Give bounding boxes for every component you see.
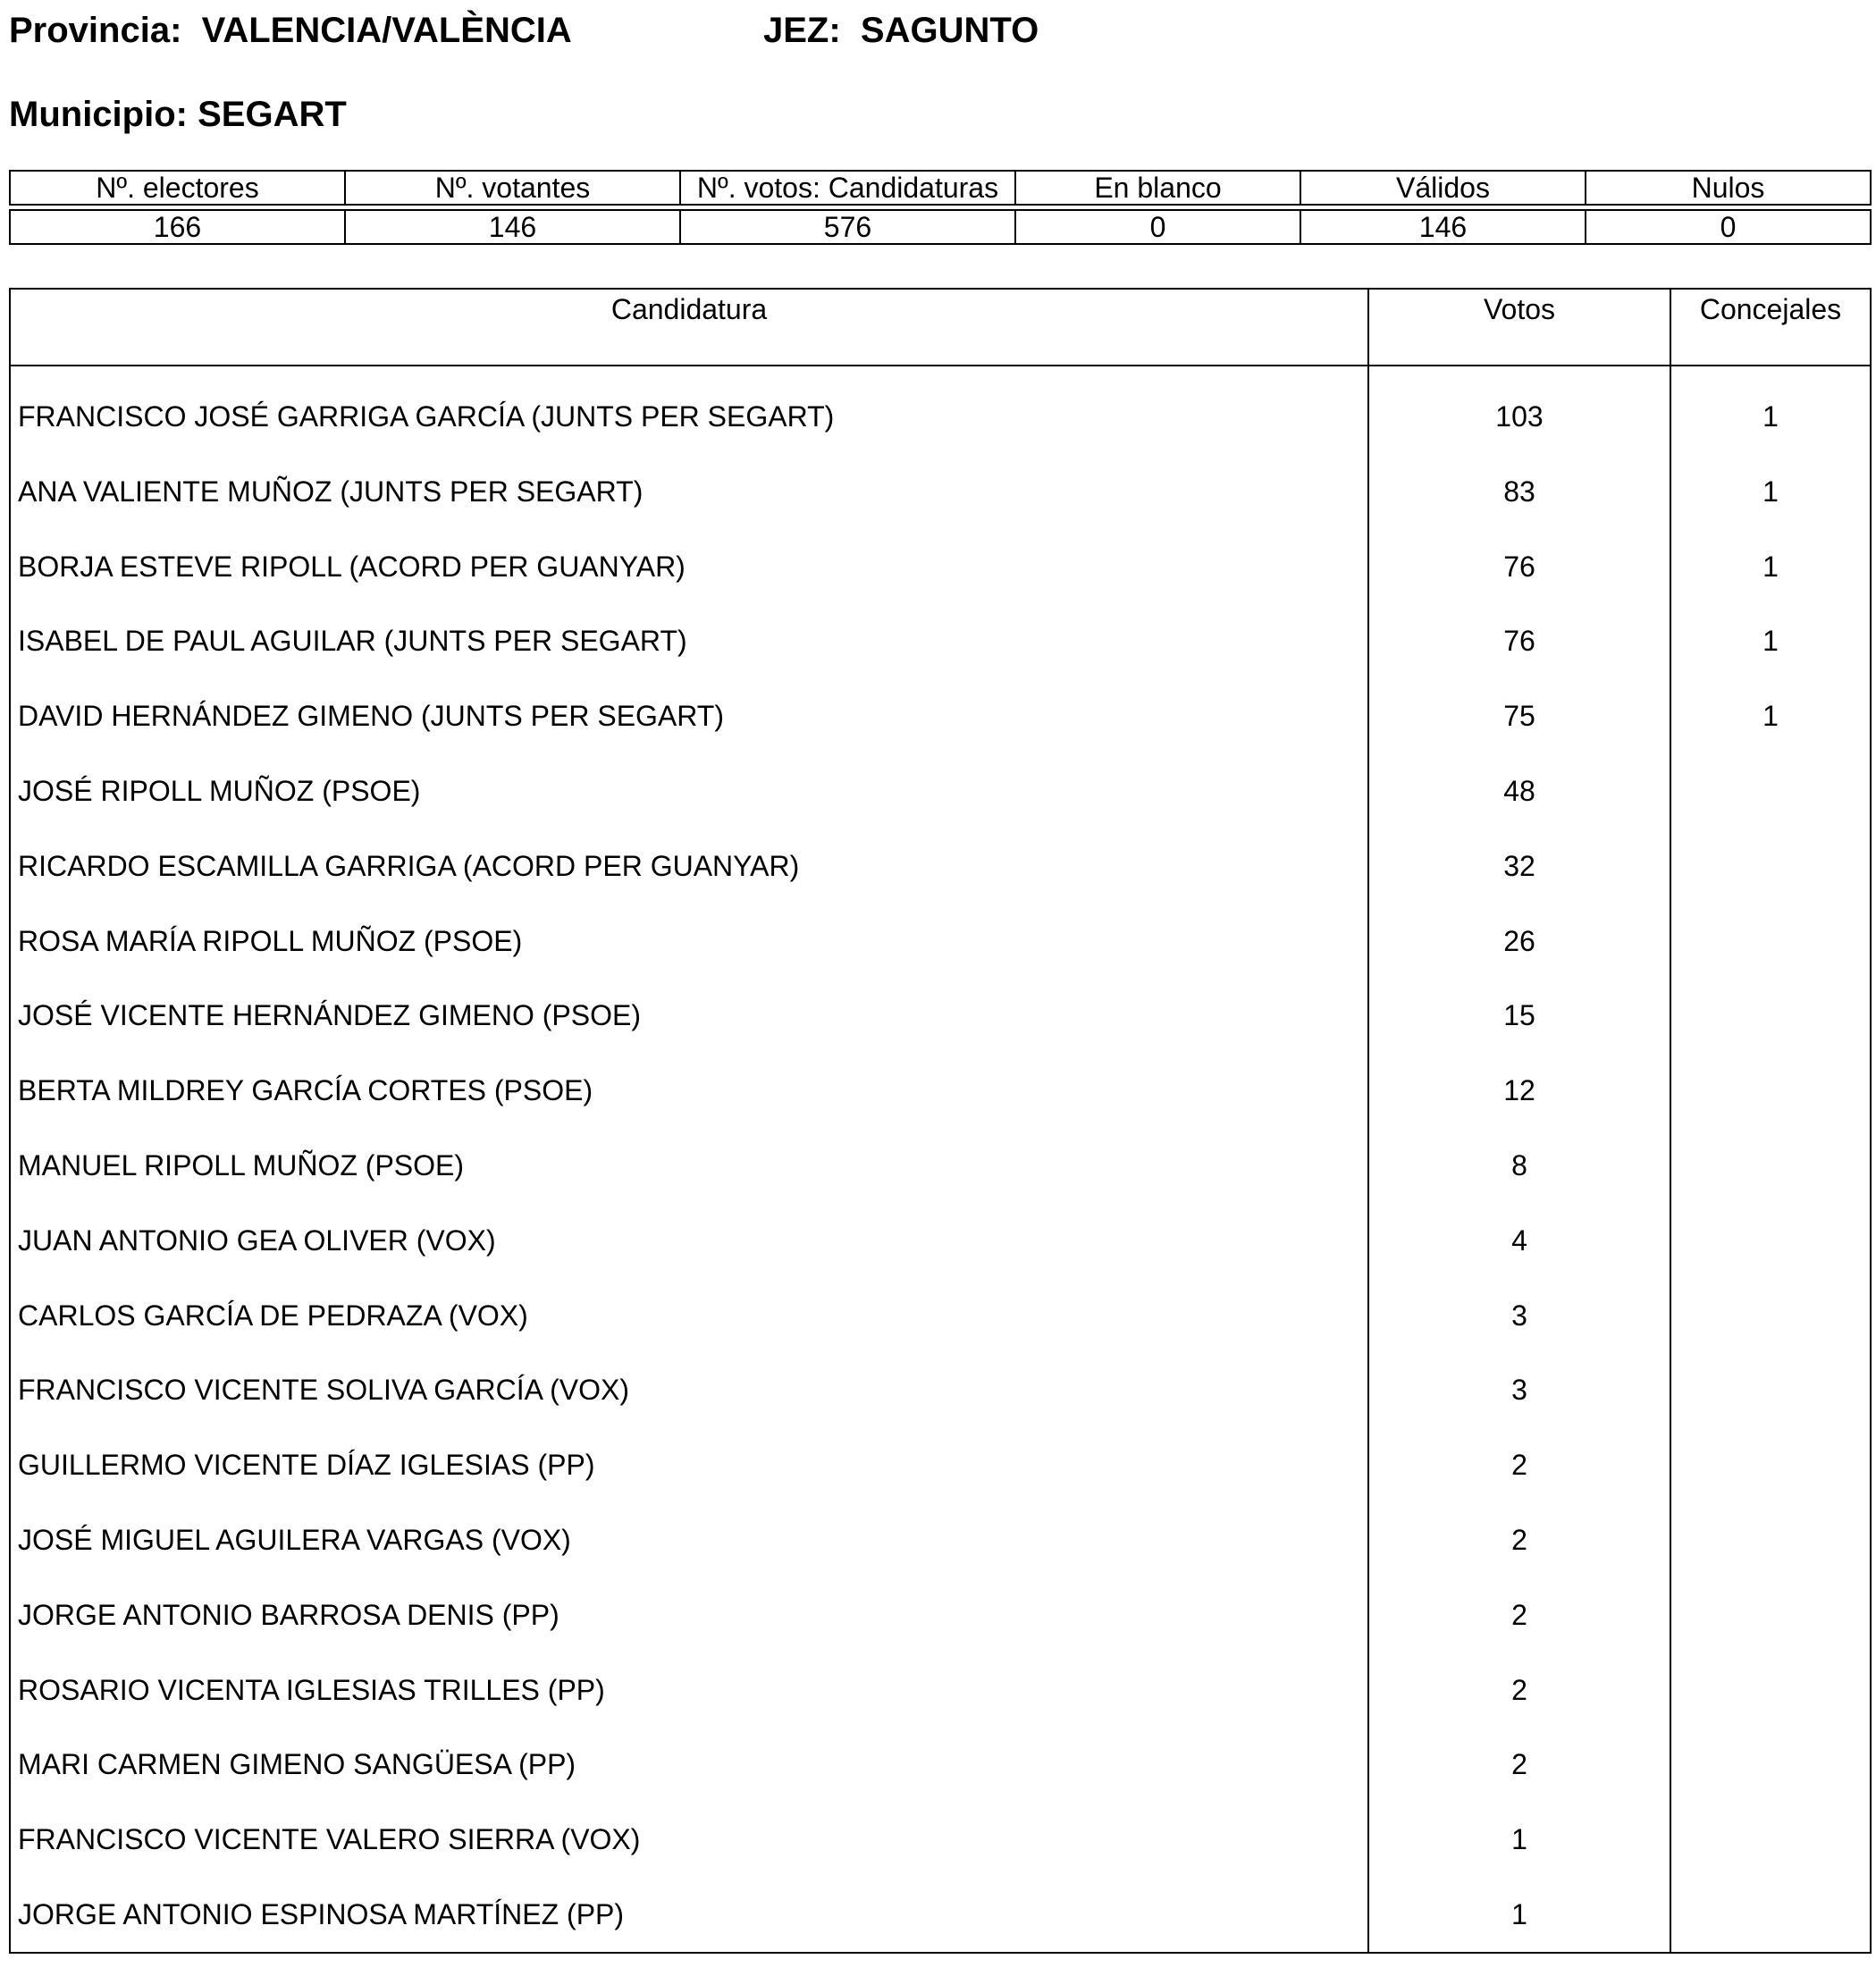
- candidate-seats: [1670, 1427, 1871, 1502]
- candidate-name: MARI CARMEN GIMENO SANGÜESA (PP): [10, 1728, 1368, 1803]
- table-row: [10, 1877, 1871, 1953]
- table-row: [10, 678, 1871, 753]
- candidates-body: [10, 366, 1871, 1953]
- summary-value-validos: 146: [1300, 210, 1586, 244]
- candidate-name: JOSÉ VICENTE HERNÁNDEZ GIMENO (PSOE): [10, 979, 1368, 1054]
- candidate-votes: 83: [1368, 454, 1670, 529]
- candidate-name: FRANCISCO VICENTE SOLIVA GARCÍA (VOX): [10, 1353, 1368, 1428]
- candidate-name: FRANCISCO JOSÉ GARRIGA GARCÍA (JUNTS PER SEGART): [10, 366, 1368, 454]
- candidate-votes: 2: [1368, 1427, 1670, 1502]
- table-row: [10, 1353, 1871, 1428]
- candidate-seats: 1: [1670, 678, 1871, 753]
- summary-value-electores: 166: [10, 210, 345, 244]
- candidate-seats: [1670, 1728, 1871, 1803]
- summary-header-nulos: Nulos: [1586, 171, 1871, 205]
- summary-value-row: [10, 210, 1871, 244]
- table-row: [10, 828, 1871, 904]
- header-concejales: Concejales: [1670, 289, 1871, 366]
- candidate-votes: 2: [1368, 1577, 1670, 1652]
- summary-value-votos-candidaturas: 576: [680, 210, 1015, 244]
- candidate-name: RICARDO ESCAMILLA GARRIGA (ACORD PER GUANYAR): [10, 828, 1368, 904]
- candidate-votes: 1: [1368, 1877, 1670, 1953]
- table-row: [10, 1652, 1871, 1728]
- provincia-value: VALENCIA/VALÈNCIA: [201, 11, 572, 50]
- jez-label: JEZ:: [763, 11, 841, 50]
- candidate-name: ANA VALIENTE MUÑOZ (JUNTS PER SEGART): [10, 454, 1368, 529]
- header-votos: Votos: [1368, 289, 1670, 366]
- candidate-seats: [1670, 1053, 1871, 1128]
- candidate-seats: [1670, 753, 1871, 828]
- candidate-seats: [1670, 1203, 1871, 1278]
- table-row: [10, 979, 1871, 1054]
- summary-value-nulos: 0: [1586, 210, 1871, 244]
- table-row: [10, 1802, 1871, 1877]
- candidate-seats: [1670, 1577, 1871, 1652]
- summary-header-en-blanco: En blanco: [1015, 171, 1300, 205]
- municipio-value: SEGART: [198, 95, 347, 134]
- candidate-votes: 3: [1368, 1278, 1670, 1353]
- candidate-seats: [1670, 1652, 1871, 1728]
- candidate-votes: 2: [1368, 1502, 1670, 1577]
- candidates-header-row: [10, 289, 1871, 366]
- table-row: [10, 1577, 1871, 1652]
- table-row: [10, 1053, 1871, 1128]
- summary-header-electores: Nº. electores: [10, 171, 345, 205]
- candidate-seats: [1670, 904, 1871, 979]
- candidate-name: ROSARIO VICENTA IGLESIAS TRILLES (PP): [10, 1652, 1368, 1728]
- table-row: [10, 753, 1871, 828]
- table-row: [10, 604, 1871, 679]
- summary-header-validos: Válidos: [1300, 171, 1586, 205]
- summary-table: [9, 170, 1872, 245]
- candidate-name: BORJA ESTEVE RIPOLL (ACORD PER GUANYAR): [10, 529, 1368, 604]
- table-row: [10, 904, 1871, 979]
- table-row: [10, 1203, 1871, 1278]
- table-row: [10, 529, 1871, 604]
- candidate-votes: 1: [1368, 1802, 1670, 1877]
- candidate-seats: [1670, 979, 1871, 1054]
- table-row: [10, 366, 1871, 454]
- summary-header-votos-candidaturas: Nº. votos: Candidaturas: [680, 171, 1015, 205]
- table-row: [10, 1427, 1871, 1502]
- candidate-votes: 76: [1368, 529, 1670, 604]
- candidate-votes: 2: [1368, 1728, 1670, 1803]
- candidate-seats: [1670, 1502, 1871, 1577]
- candidate-name: GUILLERMO VICENTE DÍAZ IGLESIAS (PP): [10, 1427, 1368, 1502]
- table-row: [10, 1278, 1871, 1353]
- table-row: [10, 1728, 1871, 1803]
- candidate-seats: [1670, 1353, 1871, 1428]
- municipio-heading: [9, 97, 347, 132]
- candidate-name: JORGE ANTONIO BARROSA DENIS (PP): [10, 1577, 1368, 1652]
- candidate-name: MANUEL RIPOLL MUÑOZ (PSOE): [10, 1128, 1368, 1203]
- summary-header-votantes: Nº. votantes: [345, 171, 680, 205]
- candidate-votes: 15: [1368, 979, 1670, 1054]
- candidate-name: FRANCISCO VICENTE VALERO SIERRA (VOX): [10, 1802, 1368, 1877]
- jez-value: SAGUNTO: [860, 11, 1039, 50]
- candidates-table: [9, 288, 1872, 1954]
- candidate-votes: 12: [1368, 1053, 1670, 1128]
- candidate-seats: [1670, 1802, 1871, 1877]
- candidate-votes: 32: [1368, 828, 1670, 904]
- candidate-votes: 26: [1368, 904, 1670, 979]
- candidate-name: JUAN ANTONIO GEA OLIVER (VOX): [10, 1203, 1368, 1278]
- candidate-name: BERTA MILDREY GARCÍA CORTES (PSOE): [10, 1053, 1368, 1128]
- candidate-votes: 103: [1368, 366, 1670, 454]
- candidate-seats: 1: [1670, 454, 1871, 529]
- candidate-votes: 75: [1368, 678, 1670, 753]
- header-candidatura: Candidatura: [10, 289, 1368, 366]
- summary-value-en-blanco: 0: [1015, 210, 1300, 244]
- provincia-heading: [9, 13, 572, 48]
- candidate-seats: [1670, 1877, 1871, 1953]
- municipio-label: Municipio:: [9, 95, 188, 134]
- candidate-votes: 48: [1368, 753, 1670, 828]
- jez-heading: [763, 13, 1039, 48]
- summary-header-row: [10, 171, 1871, 205]
- candidate-name: ISABEL DE PAUL AGUILAR (JUNTS PER SEGART): [10, 604, 1368, 679]
- candidate-name: JOSÉ RIPOLL MUÑOZ (PSOE): [10, 753, 1368, 828]
- candidate-seats: [1670, 1128, 1871, 1203]
- table-row: [10, 1128, 1871, 1203]
- candidate-votes: 8: [1368, 1128, 1670, 1203]
- candidate-votes: 4: [1368, 1203, 1670, 1278]
- table-row: [10, 1502, 1871, 1577]
- provincia-label: Provincia:: [9, 11, 182, 50]
- candidate-seats: [1670, 828, 1871, 904]
- candidate-name: ROSA MARÍA RIPOLL MUÑOZ (PSOE): [10, 904, 1368, 979]
- candidate-seats: [1670, 1278, 1871, 1353]
- candidate-seats: 1: [1670, 604, 1871, 679]
- candidate-votes: 3: [1368, 1353, 1670, 1428]
- candidate-votes: 2: [1368, 1652, 1670, 1728]
- candidate-name: JORGE ANTONIO ESPINOSA MARTÍNEZ (PP): [10, 1877, 1368, 1953]
- candidate-seats: 1: [1670, 529, 1871, 604]
- candidate-name: JOSÉ MIGUEL AGUILERA VARGAS (VOX): [10, 1502, 1368, 1577]
- table-row: [10, 454, 1871, 529]
- candidate-name: DAVID HERNÁNDEZ GIMENO (JUNTS PER SEGART): [10, 678, 1368, 753]
- candidate-votes: 76: [1368, 604, 1670, 679]
- candidate-seats: 1: [1670, 366, 1871, 454]
- summary-value-votantes: 146: [345, 210, 680, 244]
- candidate-name: CARLOS GARCÍA DE PEDRAZA (VOX): [10, 1278, 1368, 1353]
